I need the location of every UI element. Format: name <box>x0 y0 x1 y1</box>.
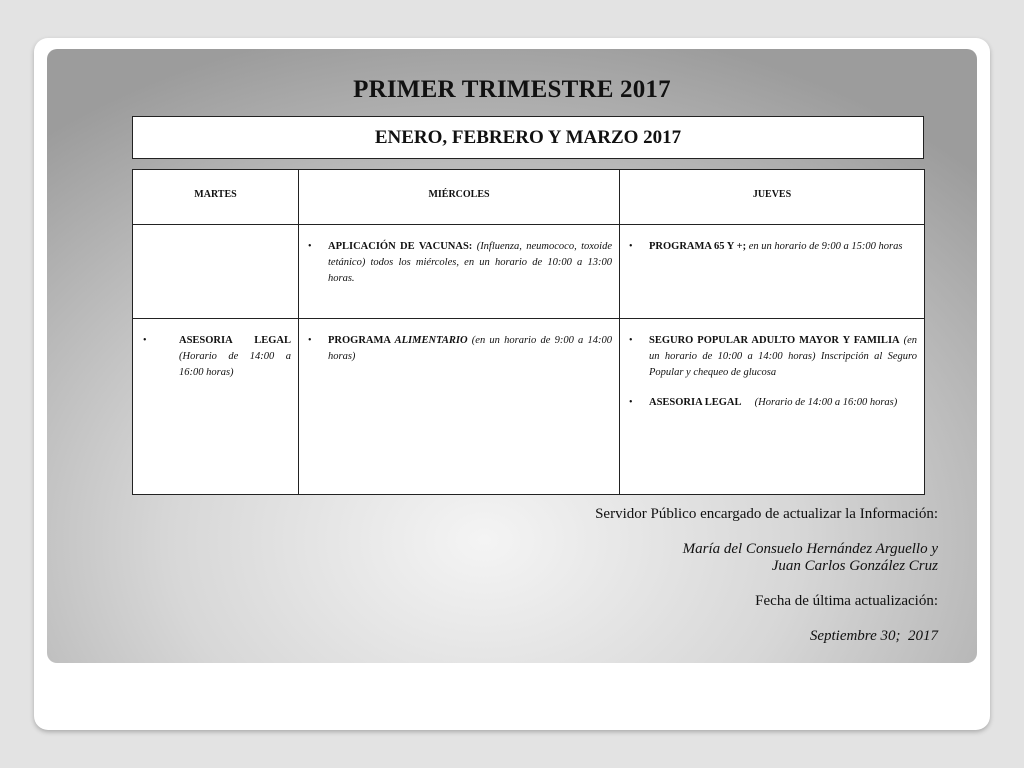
cell-martes-2 <box>133 319 299 495</box>
bullet-icon: • <box>629 335 633 346</box>
table-row <box>133 319 925 495</box>
schedule-table <box>132 169 925 495</box>
responsible-label: Servidor Público encargado de actualizar la Información: <box>595 506 938 522</box>
cell-martes-1 <box>133 225 299 319</box>
list-item: • PROGRAMA 65 Y +; en un horario de 9:00 a 15:00 horas <box>627 239 917 255</box>
cell-jueves-1 <box>620 225 925 319</box>
list-item: • ASESORIA LEGAL (Horario de 14:00 a 16:00 horas) <box>141 333 291 381</box>
column-header-jueves: JUEVES <box>620 170 925 225</box>
bullet-icon: • <box>308 241 312 252</box>
update-date-label: Fecha de última actualización: <box>755 593 938 609</box>
bullet-icon: • <box>143 335 147 346</box>
cell-miercoles-1 <box>299 225 620 319</box>
list-item: • ASESORIA LEGAL (Horario de 14:00 a 16:00 horas) <box>627 395 917 411</box>
responsible-name-1: María del Consuelo Hernández Arguello y <box>682 541 938 557</box>
update-date: Septiembre 30; 2017 <box>809 628 938 644</box>
header-row <box>133 170 925 225</box>
list-item: • APLICACIÓN DE VACUNAS: (Influenza, neumococo, toxoide tetánico) todos los miércoles, en un horario de 10:00 a 13:00 horas. <box>306 239 612 287</box>
list-item: • PROGRAMA ALIMENTARIO (en un horario de 9:00 a 14:00 horas) <box>306 333 612 365</box>
cell-miercoles-2 <box>299 319 620 495</box>
column-header-miercoles: MIÉRCOLES <box>299 170 620 225</box>
bullet-icon: • <box>629 241 633 252</box>
list-item: • SEGURO POPULAR ADULTO MAYOR Y FAMILIA (en un horario de 10:00 a 14:00 horas) Inscripción al Seguro Popular y chequeo de glucosa <box>627 333 917 381</box>
responsible-name-2: Juan Carlos González Cruz <box>771 558 938 574</box>
subtitle: ENERO, FEBRERO Y MARZO 2017 <box>374 126 682 148</box>
cell-jueves-2 <box>620 319 925 495</box>
bullet-icon: • <box>629 397 633 408</box>
column-header-martes: MARTES <box>133 170 299 225</box>
table-row <box>133 225 925 319</box>
footer <box>438 506 938 645</box>
subtitle-box <box>132 116 924 159</box>
bullet-icon: • <box>308 335 312 346</box>
page-title: PRIMER TRIMESTRE 2017 <box>353 76 671 103</box>
